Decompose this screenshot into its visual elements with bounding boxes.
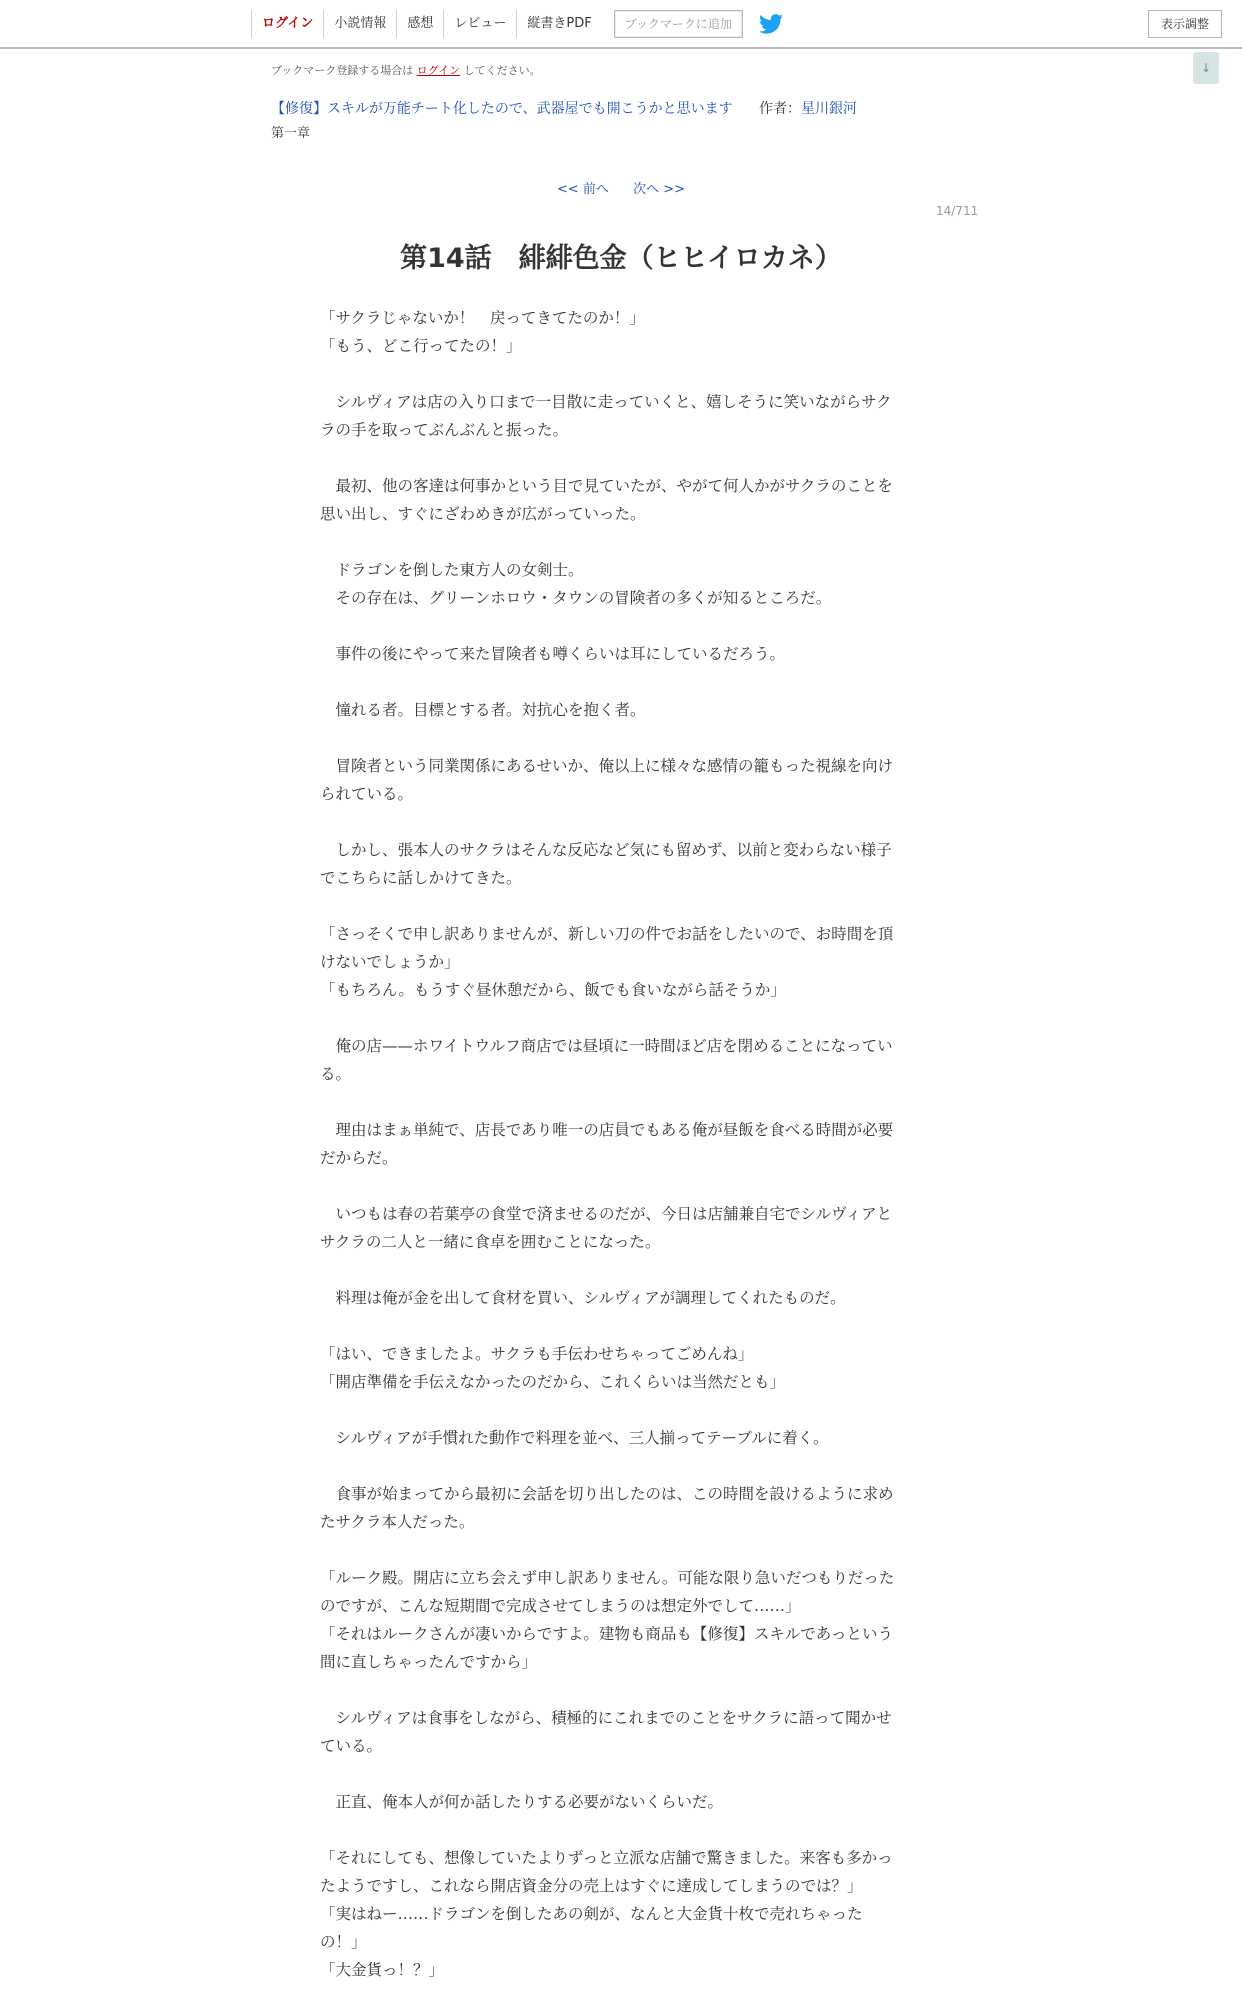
body-line: られている。 — [320, 785, 414, 803]
body-line: 理由はまぁ単純で、店長であり唯一の店員でもある俺が昼飯を食べる時間が必要 — [320, 1121, 894, 1139]
novel-title-link[interactable]: 【修復】スキルが万能チート化したので、武器屋でも開こうかと思います — [271, 101, 733, 117]
body-line: 「実はねー……ドラゴンを倒したあの剣が、なんと大金貨十枚で売れちゃった — [320, 1905, 863, 1923]
body-line: 間に直しちゃったんですから」 — [320, 1653, 538, 1671]
body-line: 「それはルークさんが凄いからですよ。建物も商品も【修復】スキルであっという — [320, 1625, 894, 1643]
body-line: シルヴィアは食事をしながら、積極的にこれまでのことをサクラに語って聞かせ — [320, 1709, 892, 1727]
body-line — [320, 1172, 920, 1200]
body-line — [320, 724, 920, 752]
body-line: 料理は俺が金を出して食材を買い、シルヴィアが調理してくれたものだ。 — [320, 1289, 846, 1307]
author-link[interactable]: 星川銀河 — [801, 101, 858, 117]
body-line — [320, 1256, 920, 1284]
body-line: 「さっそくで申し訳ありませんが、新しい刀の件でお話をしたいので、お時間を頂 — [320, 925, 894, 943]
novel-body — [320, 304, 920, 1984]
body-line: 事件の後にやって来た冒険者も噂くらいは耳にしているだろう。 — [320, 645, 786, 663]
vertical-pdf-link[interactable]: 縦書きPDF — [516, 10, 601, 38]
novel-title-line — [271, 98, 857, 118]
impressions-link[interactable]: 感想 — [396, 10, 443, 38]
body-line: ラの手を取ってぶんぶんと振った。 — [320, 421, 569, 439]
body-line: 「開店準備を手伝えなかったのだから、これくらいは当然だとも」 — [320, 1373, 786, 1391]
episode-counter: 14/711 — [936, 204, 979, 218]
body-line: その存在は、グリーンホロウ・タウンの冒険者の多くが知るところだ。 — [320, 589, 832, 607]
body-line: だからだ。 — [320, 1149, 398, 1167]
body-line: 「サクラじゃないか！ 戻ってきてたのか！」 — [320, 309, 645, 327]
body-line — [320, 1816, 920, 1844]
body-line: のですが、こんな短期間で完成させてしまうのは想定外でして……」 — [320, 1597, 801, 1615]
body-line: 最初、他の客達は何事かという目で見ていたが、やがて何人かがサクラのことを — [320, 477, 893, 495]
body-line: 「ルーク殿。開店に立ち会えず申し訳ありません。可能な限り急いだつもりだった — [320, 1569, 895, 1587]
next-page-link[interactable]: 次へ >> — [633, 182, 685, 197]
body-line — [320, 1004, 920, 1032]
nav-list — [251, 0, 785, 47]
author-label: 作者： — [759, 101, 802, 117]
add-bookmark-button[interactable]: ブックマークに追加 — [614, 10, 743, 38]
body-line: サクラの二人と一緒に食卓を囲むことになった。 — [320, 1233, 661, 1251]
body-line: の！」 — [320, 1933, 367, 1951]
body-line: たサクラ本人だった。 — [320, 1513, 475, 1531]
body-line: 冒険者という同業関係にあるせいか、俺以上に様々な感情の籠もった視線を向け — [320, 757, 894, 775]
episode-title: 第14話 緋緋色金（ヒヒイロカネ） — [400, 243, 842, 274]
note-text-after: してください。 — [463, 64, 541, 77]
bookmark-login-note — [271, 62, 541, 78]
body-line — [320, 808, 920, 836]
body-line — [320, 892, 920, 920]
body-line: 「それにしても、想像していたよりずっと立派な店舗で驚きました。来客も多かっ — [320, 1849, 893, 1867]
body-line: シルヴィアが手慣れた動作で料理を並べ、三人揃ってテーブルに着く。 — [320, 1429, 829, 1447]
body-line — [320, 1312, 920, 1340]
body-line — [320, 1760, 920, 1788]
body-line: 「もう、どこ行ってたの！」 — [320, 337, 522, 355]
display-settings-button[interactable]: 表示調整 — [1148, 10, 1222, 38]
note-text-before: ブックマーク登録する場合は — [271, 64, 414, 77]
body-line: シルヴィアは店の入り口まで一目散に走っていくと、嬉しそうに笑いながらサク — [320, 393, 892, 411]
body-line: 「大金貨っ！？」 — [320, 1961, 445, 1979]
pager — [0, 178, 1242, 197]
body-line — [320, 1088, 920, 1116]
top-navigation — [0, 0, 1242, 49]
body-line — [320, 1396, 920, 1424]
twitter-icon[interactable] — [759, 13, 785, 35]
novel-info-link[interactable]: 小説情報 — [323, 10, 396, 38]
body-line: る。 — [320, 1065, 352, 1083]
body-line: ている。 — [320, 1737, 383, 1755]
body-line — [320, 360, 920, 388]
login-link[interactable]: ログイン — [251, 10, 323, 38]
body-line: 「はい、できましたよ。サクラも手伝わせちゃってごめんね」 — [320, 1345, 754, 1363]
body-line: いつもは春の若葉亭の食堂で済ませるのだが、今日は店舗兼自宅でシルヴィアと — [320, 1205, 893, 1223]
body-line — [320, 1536, 920, 1564]
body-line — [320, 1676, 920, 1704]
body-line: 憧れる者。目標とする者。対抗心を抱く者。 — [320, 701, 646, 719]
chapter-title: 第一章 — [271, 126, 311, 141]
body-line: 「もちろん。もうすぐ昼休憩だから、飯でも食いながら話そうか」 — [320, 981, 786, 999]
body-line: たようですし、これなら開店資金分の売上はすぐに達成してしまうのでは？」 — [320, 1877, 863, 1895]
body-line — [320, 528, 920, 556]
twitter-bird-icon — [759, 14, 783, 34]
body-line — [320, 444, 920, 472]
body-line: 思い出し、すぐにざわめきが広がっていった。 — [320, 505, 646, 523]
scroll-down-button[interactable]: ↓ — [1193, 52, 1219, 84]
prev-page-link[interactable]: << 前へ — [557, 182, 609, 197]
review-link[interactable]: レビュー — [443, 10, 516, 38]
body-line — [320, 1452, 920, 1480]
body-line: 俺の店——ホワイトウルフ商店では昼頃に一時間ほど店を閉めることになってい — [320, 1037, 893, 1055]
body-line: けないでしょうか」 — [320, 953, 460, 971]
body-line: しかし、張本人のサクラはそんな反応など気にも留めず、以前と変わらない様子 — [320, 841, 892, 859]
body-line: 食事が始まってから最初に会話を切り出したのは、この時間を設けるように求め — [320, 1485, 894, 1503]
body-line: 正直、俺本人が何か話したりする必要がないくらいだ。 — [320, 1793, 724, 1811]
note-login-link[interactable]: ログイン — [416, 64, 461, 77]
body-line: でこちらに話しかけてきた。 — [320, 869, 522, 887]
body-line: ドラゴンを倒した東方人の女剣士。 — [320, 561, 584, 579]
body-line — [320, 668, 920, 696]
body-line — [320, 612, 920, 640]
